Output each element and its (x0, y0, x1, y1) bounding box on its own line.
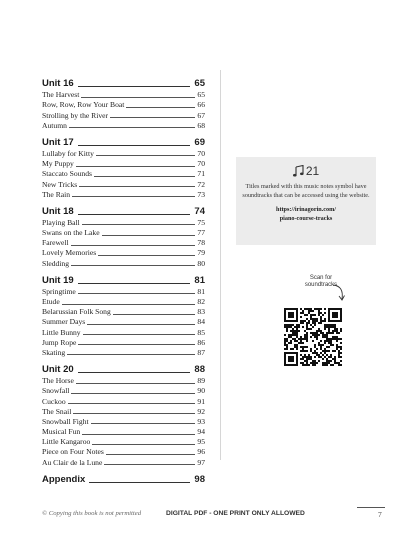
toc-entry[interactable] (42, 375, 205, 385)
leader-line (89, 482, 190, 483)
leader-line (81, 97, 195, 98)
entry-title: Piece on Four Notes (42, 447, 104, 457)
leader-line (78, 86, 191, 87)
entry-page: 75 (197, 217, 205, 227)
entry-title: Snowball Fight (42, 416, 89, 426)
curved-arrow-icon (330, 283, 348, 303)
entry-title: Lullaby for Kitty (42, 148, 94, 158)
toc-entry[interactable] (42, 89, 205, 99)
leader-line (83, 334, 196, 335)
toc-entry[interactable] (42, 385, 205, 395)
toc-entry[interactable] (42, 158, 205, 168)
entry-page: 70 (197, 148, 205, 158)
entry-title: Au Clair de la Lune (42, 457, 103, 467)
print-notice: DIGITAL PDF - ONE PRINT ONLY ALLOWED (166, 510, 305, 517)
page-number: 7 (378, 510, 382, 519)
soundtrack-description: Titles marked with this music notes symbol have soundtracks that can be accessed using the website. (242, 183, 370, 199)
leader-line (102, 235, 196, 236)
website-url-line1[interactable]: https://irinagorin.com/ (276, 206, 336, 213)
leader-line (82, 224, 196, 225)
unit-page: 74 (194, 205, 205, 217)
leader-line (69, 127, 196, 128)
unit-page: 98 (194, 473, 205, 485)
toc-entry[interactable] (42, 247, 205, 257)
entry-page: 89 (197, 376, 205, 386)
toc-unit-heading[interactable] (42, 470, 205, 485)
entry-page: 94 (197, 427, 205, 437)
footer-rule (357, 507, 385, 508)
entry-page: 70 (197, 159, 205, 169)
leader-line (76, 166, 196, 167)
leader-line (94, 176, 195, 177)
leader-line (78, 283, 191, 284)
leader-line (68, 403, 196, 404)
unit-title: Unit 18 (42, 205, 74, 217)
toc-entry[interactable] (42, 456, 205, 466)
leader-line (73, 413, 195, 414)
entry-page: 84 (197, 317, 205, 327)
entry-title: Autumn (42, 120, 67, 130)
leader-line (82, 434, 195, 435)
toc-unit (42, 271, 205, 357)
entry-title: Musical Fun (42, 427, 81, 437)
entry-title: Swans on the Lake (42, 228, 100, 238)
entry-page: 81 (197, 286, 205, 296)
entry-title: The Harvest (42, 90, 80, 100)
unit-title: Unit 20 (42, 363, 74, 375)
entry-title: Jump Rope (42, 337, 77, 347)
entry-title: The Snail (42, 406, 72, 416)
entry-page: 91 (197, 396, 205, 406)
entry-title: Etude (42, 297, 60, 306)
entry-page: 73 (197, 189, 205, 199)
entry-page: 96 (197, 447, 205, 457)
toc-entry[interactable] (42, 257, 205, 267)
copyright-notice: © Copying this book is not permitted (42, 510, 142, 517)
vertical-divider (220, 70, 221, 460)
entry-page: 92 (197, 406, 205, 416)
leader-line (126, 107, 195, 108)
leader-line (72, 196, 195, 197)
toc-unit-heading[interactable] (42, 360, 205, 375)
entry-page: 71 (197, 169, 205, 179)
entry-title: My Puppy (42, 159, 74, 169)
unit-title: Unit 19 (42, 274, 74, 286)
entry-page: 72 (197, 179, 205, 189)
entry-title: Summer Days (42, 317, 86, 327)
entry-title: Farewell (42, 238, 69, 248)
entry-title: Lovely Memories (42, 248, 97, 258)
entry-title: Cuckoo (42, 396, 66, 406)
entry-page: 93 (197, 416, 205, 426)
entry-title: Strolling by the River (42, 110, 109, 120)
toc-entry[interactable] (42, 326, 205, 336)
entry-title: Snowfall (42, 386, 70, 396)
leader-line (92, 444, 195, 445)
entry-title: Springtime (42, 286, 76, 296)
toc-entry[interactable] (42, 446, 205, 456)
leader-line (78, 344, 195, 345)
leader-line (78, 372, 191, 373)
toc-unit (42, 360, 205, 467)
leader-line (71, 265, 195, 266)
table-of-contents (42, 71, 205, 485)
unit-title: Unit 17 (42, 136, 74, 148)
leader-line (110, 117, 195, 118)
leader-line (79, 186, 195, 187)
soundtrack-count: 21 (305, 164, 320, 178)
entry-page: 83 (197, 307, 205, 317)
unit-title: Appendix (42, 473, 86, 485)
unit-page: 69 (194, 136, 205, 148)
entry-title: Little Bunny (42, 327, 81, 337)
toc-entry[interactable] (42, 168, 205, 178)
entry-page: 79 (197, 248, 205, 258)
toc-entry[interactable] (42, 416, 205, 426)
toc-entry[interactable] (42, 237, 205, 247)
entry-page: 65 (197, 90, 205, 100)
toc-unit (42, 133, 205, 199)
entry-page: 77 (197, 228, 205, 238)
entry-page: 78 (197, 238, 205, 248)
entry-page: 66 (197, 100, 205, 110)
entry-page: 97 (197, 457, 205, 467)
toc-entry[interactable] (42, 306, 205, 316)
leader-line (78, 293, 196, 294)
toc-entry[interactable] (42, 436, 205, 446)
toc-entry[interactable] (42, 189, 205, 199)
entry-page: 95 (197, 437, 205, 447)
entry-title: New Tricks (42, 179, 78, 189)
entry-title: Playing Ball (42, 217, 80, 227)
toc-unit (42, 74, 205, 130)
leader-line (78, 214, 191, 215)
leader-line (113, 314, 196, 315)
toc-unit-heading[interactable] (42, 74, 205, 89)
entry-page: 87 (197, 347, 205, 357)
toc-entry[interactable] (42, 148, 205, 158)
leader-line (76, 383, 196, 384)
entry-title: Skating (42, 347, 66, 357)
leader-line (71, 393, 195, 394)
entry-page: 67 (197, 110, 205, 120)
leader-line (106, 454, 196, 455)
soundtrack-info-box (236, 157, 376, 245)
entry-page: 82 (197, 297, 205, 306)
toc-entry[interactable] (42, 316, 205, 326)
entry-page: 86 (197, 337, 205, 347)
entry-title: The Rain (42, 189, 71, 199)
toc-unit (42, 202, 205, 268)
toc-entry[interactable] (42, 426, 205, 436)
toc-unit-heading[interactable] (42, 271, 205, 286)
toc-entry[interactable] (42, 347, 205, 357)
entry-page: 80 (197, 258, 205, 268)
unit-page: 88 (194, 363, 205, 375)
soundtrack-header (236, 164, 376, 178)
unit-title: Unit 16 (42, 78, 74, 89)
leader-line (87, 324, 195, 325)
website-link[interactable] (236, 206, 376, 223)
leader-line (96, 155, 196, 156)
toc-entry[interactable] (42, 286, 205, 296)
toc-unit-heading[interactable] (42, 202, 205, 217)
leader-line (67, 354, 195, 355)
toc-unit (42, 470, 205, 485)
leader-line (91, 423, 196, 424)
toc-unit-heading[interactable] (42, 133, 205, 148)
entry-title: Sledding (42, 258, 70, 268)
entry-page: 85 (197, 327, 205, 337)
entry-title: Staccato Sounds (42, 169, 92, 179)
toc-entry[interactable] (42, 406, 205, 416)
toc-entry[interactable] (42, 395, 205, 405)
entry-title: The Horse (42, 376, 74, 386)
toc-entry[interactable] (42, 120, 205, 130)
entry-page: 68 (197, 120, 205, 130)
toc-entry[interactable] (42, 109, 205, 119)
entry-title: Belarussian Folk Song (42, 307, 111, 317)
toc-entry[interactable] (42, 99, 205, 109)
website-url-line2[interactable]: piano-course-tracks (279, 214, 333, 222)
entry-page: 90 (197, 386, 205, 396)
entry-title: Row, Row, Row Your Boat (42, 100, 125, 110)
leader-line (62, 304, 196, 305)
toc-entry[interactable] (42, 217, 205, 227)
leader-line (98, 255, 195, 256)
unit-page: 81 (194, 274, 205, 286)
leader-line (78, 145, 191, 146)
entry-title: Little Kangaroo (42, 437, 91, 447)
leader-line (71, 245, 196, 246)
leader-line (104, 464, 195, 465)
music-notes-icon (293, 165, 304, 177)
qr-code[interactable] (284, 308, 342, 366)
toc-entry[interactable] (42, 337, 205, 347)
unit-page: 65 (194, 78, 205, 89)
toc-entry[interactable] (42, 227, 205, 237)
toc-entry[interactable] (42, 178, 205, 188)
toc-entry[interactable] (42, 296, 205, 306)
scan-label: Scan for soundtracks (304, 275, 338, 288)
